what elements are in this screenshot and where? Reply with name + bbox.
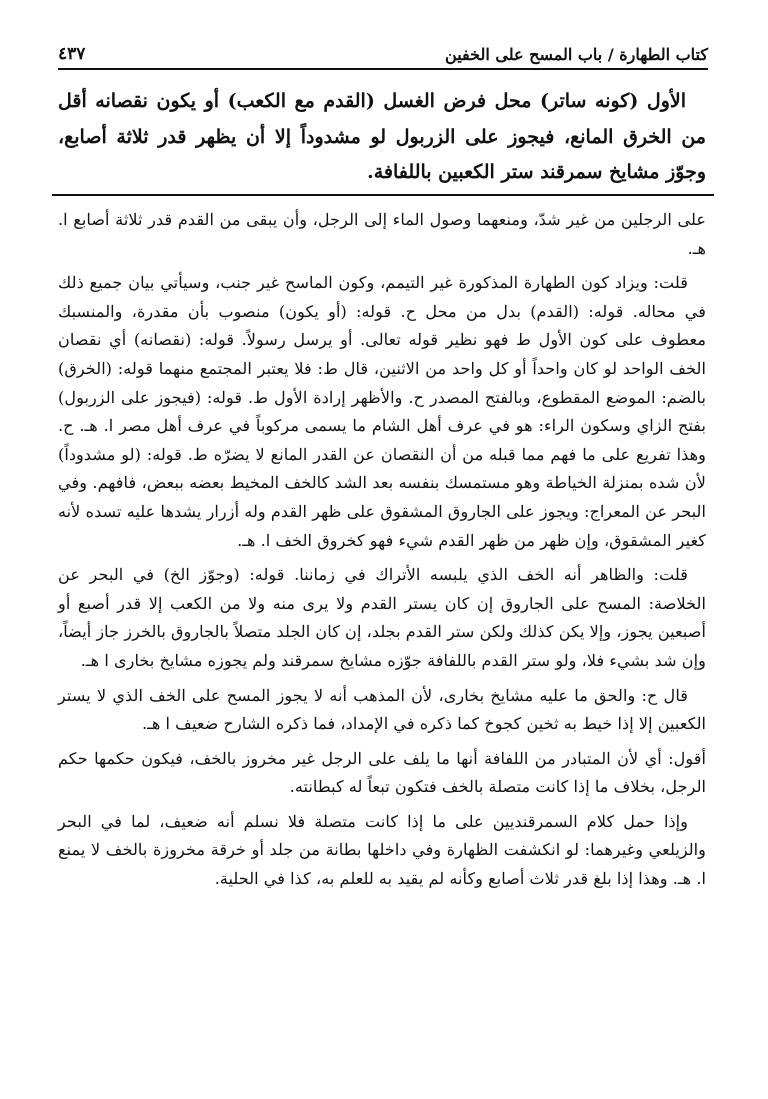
commentary-paragraph: قلت: ويزاد كون الطهارة المذكورة غير التيمم، وكون الماسح غير جنب، وسيأتي بيان جميع ذلك في محاله. قوله: (القدم) بدل من محل ح. قوله: (أو يكون) منصوب بأن مقدرة، والمنسبك معطوف على كون الأول ط فهو نظير قوله تعالى. أو يرسل رسولاً. قوله: (نقصانه) أي نقصان الخف الواحد لو كان واحداً أو كل واحد من الاثنين، قال ط: فلا يعتبر المجتمع منهما قوله: (الخرق) بالضم: الموضع المقطوع، وبالفتح المصدر ح. والأظهر إرادة الأول ط. قوله: (فيجوز على الزربول) بفتح الزاي وسكون الراء: هو في عرف أهل الشام ما يسمى مركوباً في عرف أهل مصر ا. هـ. ح. وهذا تفريع على ما فهم مما قبله من أن النقصان عن القدر المانع لا يضرّه ط. قوله: (لو مشدوداً) لأن شده بمنزلة الخياطة وهو مستمسك بنفسه بعد الشد كالخف المخيط بعضه ببعض، فافهم. وفي البحر عن المعراج: ويجوز على الجاروق المشقوق على ظهر القدم وله أزرار يشدها عليه تسده لأنه كغير المشقوق، وإن ظهر من ظهر القدم شيء فهو كخروق الخف ا. هـ. (58, 273, 706, 550)
commentary-paragraph: أقول: أي لأن المتبادر من اللفافة أنها ما يلف على الرجل غير مخروز بالخف، فيكون حكمها حكم الرجل، بخلاف ما إذا كانت متصلة بالخف فتكون تبعاً له كبطانته. (58, 748, 706, 797)
main-text-block (58, 84, 706, 191)
page-number: ٤٣٧ (58, 44, 86, 64)
chapter-title: كتاب الطهارة / باب المسح على الخفين (445, 45, 708, 64)
text-divider (52, 194, 714, 196)
main-paragraph: الأول (كونه ساتر) محل فرض الغسل (القدم مع الكعب) أو يكون نقصانه أقل من الخرق المانع، فيجوز على الزربول لو مشدوداً إلا أن يظهر قدر ثلاثة أصابع، وجوّز مشايخ سمرقند ستر الكعبين باللفافة. (58, 90, 706, 183)
commentary-paragraph: قال ح: والحق ما عليه مشايخ بخارى، لأن المذهب أنه لا يجوز المسح على الخف الذي لا يستر الكعبين إلا إذا خيط به ثخين كجوخ كما ذكره في الإمداد، فما ذكره الشارح ضعيف ا هـ. (58, 685, 706, 734)
commentary-block (58, 206, 706, 900)
commentary-paragraph: وإذا حمل كلام السمرقنديين على ما إذا كانت متصلة فلا نسلم أنه ضعيف، لما في البحر والزيلعي وغيرهما: لو انكشفت الظهارة وفي داخلها بطانة من جلد أو خرقة مخروزة بالخف لا يمنع ا. هـ. وهذا إذا بلغ قدر ثلاث أصابع وكأنه لم يقيد به للعلم به، كذا في الحلية. (58, 811, 706, 889)
running-header (58, 38, 708, 70)
commentary-paragraph: على الرجلين من غير شدّ، ومنعهما وصول الماء إلى الرجل، وأن يبقى من القدم قدر ثلاثة أصابع ا. هـ. (58, 210, 706, 258)
commentary-paragraph: قلت: والظاهر أنه الخف الذي يلبسه الأتراك في زماننا. قوله: (وجوّز الخ) في البحر عن الخلاصة: المسح على الجاروق إن كان يستر القدم ولا يرى منه ولا من الكعب إلا قدر أصبع أو أصبعين يجوز، وإلا يكن كذلك ولكن ستر القدم بجلد، إن كان الجلد متصلاً بالجاروق بالخرز جاز أيضاً، وإن شد بشيء فلا، ولو ستر القدم باللفافة جوّزه مشايخ سمرقند ولم يجوزه مشايخ بخارى ا هـ. (58, 565, 706, 670)
